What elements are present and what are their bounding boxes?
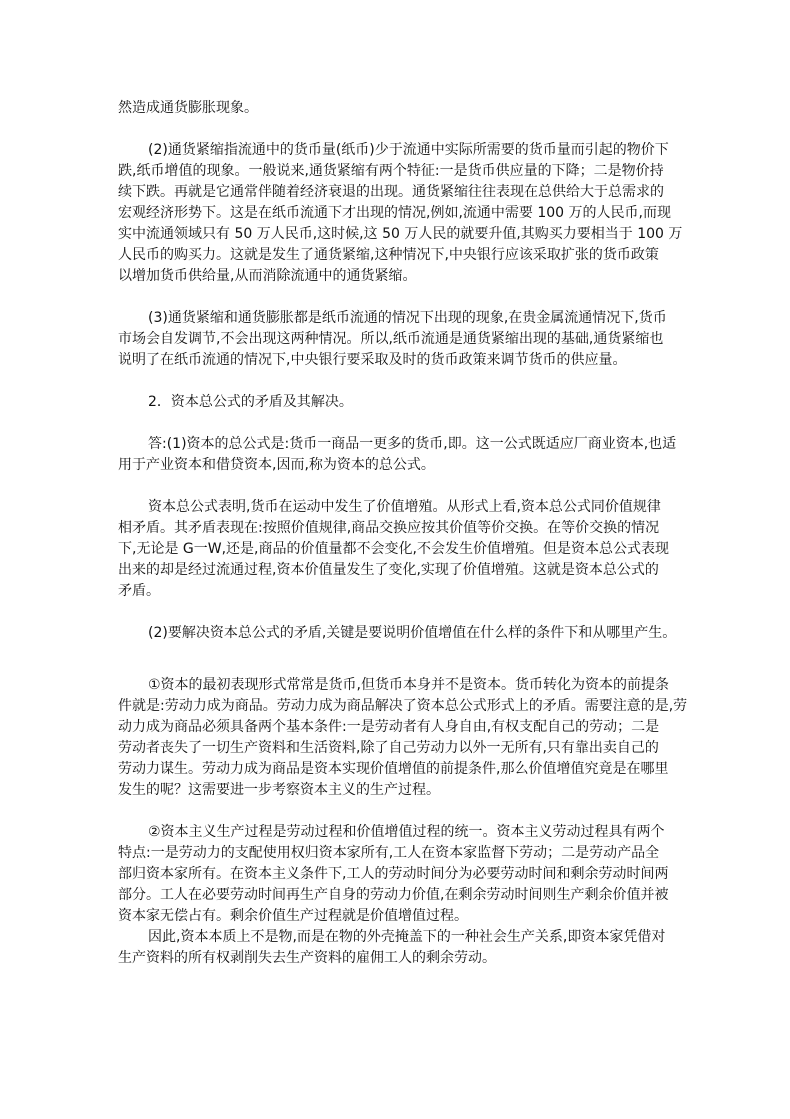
paragraph-deflation-definition <box>118 140 790 287</box>
text-line: 劳动力谋生。劳动力成为商品是资本实现价值增值的前提条件,那么价值增值究竟是在哪里 <box>118 761 669 777</box>
text-line: 人民币的购买力。这就是发生了通货紧缩,这种情况下,中央银行应该采取扩张的货币政策 <box>118 247 659 263</box>
text-line: 劳动者丧失了一切生产资料和生活资料,除了自己劳动力以外一无所有,只有靠出卖自己的 <box>118 740 659 756</box>
text-line: 资本总公式表明,货币在运动中发生了价值增殖。从形式上看,资本总公式同价值规律 <box>148 499 661 515</box>
text-line: (2)要解决资本总公式的矛盾,关键是要说明价值增值在什么样的条件下和从哪里产生。 <box>148 625 677 641</box>
text-line: 答:(1)资本的总公式是:货币一商品一更多的货币,即。这一公式既适应厂商业资本,也适 <box>148 436 677 452</box>
paragraph-contradiction <box>118 497 790 602</box>
text-line: 件就是:劳动力成为商品。劳动力成为商品解决了资本总公式形式上的矛盾。需要注意的是,劳 <box>118 698 688 714</box>
text-line: 特点:一是劳动力的支配使用权归资本家所有,工人在资本家监督下劳动；二是劳动产品全 <box>118 845 660 861</box>
paragraph-answer-1 <box>118 434 790 476</box>
text-line: ②资本主义生产过程是劳动过程和价值增值过程的统一。资本主义劳动过程具有两个 <box>148 824 665 840</box>
text-line: 用于产业资本和借贷资本,因而,称为资本的总公式。 <box>118 457 435 473</box>
paragraph-continuation <box>118 98 790 119</box>
text-line: (2)通货紧缩指流通中的货币量(纸币)少于流通中实际所需要的货币量而引起的物价下 <box>148 142 669 158</box>
text-line: (3)通货紧缩和通货膨胀都是纸币流通的情况下出现的现象,在贵金属流通情况下,货币 <box>148 310 667 326</box>
text-line: 说明了在纸币流通的情况下,中央银行要采取及时的货币政策来调节货币的供应量。 <box>118 352 627 368</box>
text-line: 发生的呢？这需要进一步考察资本主义的生产过程。 <box>118 782 440 798</box>
paragraph-point-1 <box>118 675 790 801</box>
text-line: 资本家无偿占有。剩余价值生产过程就是价值增值过程。 <box>118 908 468 924</box>
paragraph-answer-2 <box>118 623 790 644</box>
question-title: 2．资本总公式的矛盾及其解决。 <box>148 394 353 410</box>
text-line: 部归资本家所有。在资本主义条件下,工人的劳动时间分为必要劳动时间和剩余劳动时间两 <box>118 866 669 882</box>
text-line: 出来的却是经过流通过程,资本价值量发生了变化,实现了价值增殖。这就是资本总公式的 <box>118 562 659 578</box>
text-line: 因此,资本本质上不是物,而是在物的外壳掩盖下的一种社会生产关系,即资本家凭借对 <box>148 929 666 945</box>
text-line: 宏观经济形势下。这是在纸币流通下才出现的情况,例如,流通中需要 100 万的人民币,而现 <box>118 205 671 221</box>
paragraph-paper-currency <box>118 308 790 371</box>
text-line: 然造成通货膨胀现象。 <box>118 100 258 116</box>
text-line: 相矛盾。其矛盾表现在:按照价值规律,商品交换应按其价值等价交换。在等价交换的情况 <box>118 520 660 536</box>
text-line: 以增加货币供给量,从而消除流通中的通货紧缩。 <box>118 268 417 284</box>
section-heading <box>118 392 790 413</box>
text-line: ①资本的最初表现形式常常是货币,但货币本身并不是资本。货币转化为资本的前提条 <box>148 677 669 693</box>
text-line: 跌,纸币增值的现象。一般说来,通货紧缩有两个特征:一是货币供应量的下降；二是物价持 <box>118 163 664 179</box>
text-line: 生产资料的所有权剥削失去生产资料的雇佣工人的剩余劳动。 <box>118 950 496 966</box>
paragraph-point-2 <box>118 822 790 927</box>
text-line: 矛盾。 <box>118 583 160 599</box>
text-line: 动力成为商品必须具备两个基本条件:一是劳动者有人身自由,有权支配自己的劳动；二是 <box>118 719 660 735</box>
text-line: 部分。工人在必要劳动时间再生产自身的劳动力价值,在剩余劳动时间则生产剩余价值并被 <box>118 887 669 903</box>
text-line: 实中流通领域只有 50 万人民币,这时候,这 50 万人民的就要升值,其购买力要相当于 100 万 <box>118 226 683 242</box>
text-line: 续下跌。再就是它通常伴随着经济衰退的出现。通货紧缩往往表现在总供给大于总需求的 <box>118 184 664 200</box>
paragraph-conclusion <box>118 927 790 969</box>
text-line: 市场会自发调节,不会出现这两种情况。所以,纸币流通是通货紧缩出现的基础,通货紧缩也 <box>118 331 664 347</box>
text-line: 下,无论是 G一W,还是,商品的价值量都不会变化,不会发生价值增殖。但是资本总公式表现 <box>118 541 669 557</box>
